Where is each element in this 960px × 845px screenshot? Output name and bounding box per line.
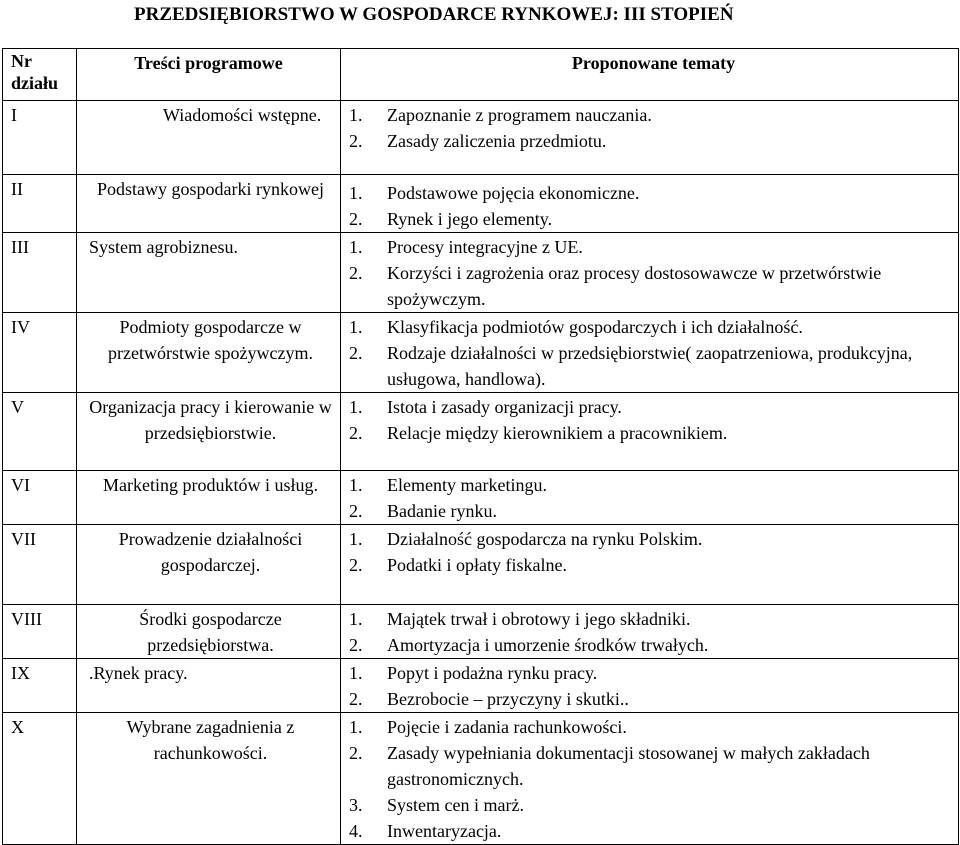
topic-text: Elementy marketingu. bbox=[387, 475, 547, 495]
row-content: Podmioty gospodarcze w przetwórstwie spożywczym. bbox=[77, 313, 341, 393]
topic-text: Relacje między kierownikiem a pracownikiem. bbox=[387, 423, 728, 443]
topics-list bbox=[341, 314, 958, 392]
list-item bbox=[349, 394, 958, 420]
table-row bbox=[3, 525, 959, 605]
row-content: Podstawy gospodarki rynkowej bbox=[77, 175, 341, 233]
row-topics bbox=[341, 659, 959, 713]
row-content: Marketing produktów i usług. bbox=[77, 471, 341, 525]
topic-number: 1. bbox=[349, 717, 363, 737]
list-item bbox=[349, 526, 958, 552]
row-content: .Rynek pracy. bbox=[77, 659, 341, 713]
topic-text: Działalność gospodarcza na rynku Polskim. bbox=[387, 529, 703, 549]
topic-number: 2. bbox=[349, 209, 363, 229]
row-content: Wybrane zagadnienia z rachunkowości. bbox=[77, 713, 341, 845]
topics-list bbox=[341, 176, 958, 232]
list-item bbox=[349, 606, 958, 632]
topic-number: 2. bbox=[349, 635, 363, 655]
document-title: PRZEDSIĘBIORSTWO W GOSPODARCE RYNKOWEJ: III STOPIEŃ bbox=[134, 4, 734, 25]
topics-list bbox=[341, 714, 958, 844]
list-item bbox=[349, 206, 958, 232]
row-nr: IV bbox=[3, 313, 77, 393]
topic-text: Procesy integracyjne z UE. bbox=[387, 237, 583, 257]
list-item bbox=[349, 714, 958, 740]
topic-text: Badanie rynku. bbox=[387, 501, 497, 521]
row-content: Organizacja pracy i kierowanie w przedsiębiorstwie. bbox=[77, 393, 341, 471]
row-content: Prowadzenie działalności gospodarczej. bbox=[77, 525, 341, 605]
header-nr: Nr działu bbox=[3, 49, 77, 101]
topic-text: Podstawowe pojęcia ekonomiczne. bbox=[387, 183, 640, 203]
topics-list bbox=[341, 606, 958, 658]
table-row bbox=[3, 393, 959, 471]
topic-number: 1. bbox=[349, 317, 363, 337]
topic-text: Istota i zasady organizacji pracy. bbox=[387, 397, 622, 417]
row-topics bbox=[341, 605, 959, 659]
topics-list bbox=[341, 660, 958, 712]
row-content: Środki gospodarcze przedsiębiorstwa. bbox=[77, 605, 341, 659]
topic-number: 1. bbox=[349, 475, 363, 495]
curriculum-table bbox=[2, 48, 959, 845]
topics-list bbox=[341, 394, 958, 446]
table-row bbox=[3, 101, 959, 175]
list-item bbox=[349, 472, 958, 498]
row-nr: V bbox=[3, 393, 77, 471]
list-item bbox=[349, 102, 958, 128]
topic-number: 2. bbox=[349, 555, 363, 575]
list-item bbox=[349, 660, 958, 686]
table-row bbox=[3, 713, 959, 845]
topic-number: 2. bbox=[349, 263, 363, 283]
topic-number: 1. bbox=[349, 529, 363, 549]
topic-number: 3. bbox=[349, 795, 363, 815]
topic-number: 2. bbox=[349, 343, 363, 363]
row-topics bbox=[341, 233, 959, 313]
row-nr: X bbox=[3, 713, 77, 845]
list-item bbox=[349, 552, 958, 578]
row-topics bbox=[341, 101, 959, 175]
header-content: Treści programowe bbox=[77, 49, 341, 101]
topic-number: 2. bbox=[349, 423, 363, 443]
list-item bbox=[349, 792, 958, 818]
topic-text: Amortyzacja i umorzenie środków trwałych. bbox=[387, 635, 709, 655]
topics-list bbox=[341, 472, 958, 524]
topic-number: 1. bbox=[349, 105, 363, 125]
list-item bbox=[349, 686, 958, 712]
row-nr: III bbox=[3, 233, 77, 313]
row-nr: VII bbox=[3, 525, 77, 605]
topic-text: Rynek i jego elementy. bbox=[387, 209, 553, 229]
list-item bbox=[349, 128, 958, 154]
topic-text: Inwentaryzacja. bbox=[387, 821, 502, 841]
topic-number: 1. bbox=[349, 609, 363, 629]
row-topics bbox=[341, 393, 959, 471]
row-nr: VIII bbox=[3, 605, 77, 659]
row-nr: II bbox=[3, 175, 77, 233]
topic-text: System cen i marż. bbox=[387, 795, 524, 815]
topic-number: 1. bbox=[349, 397, 363, 417]
row-content: System agrobiznesu. bbox=[77, 233, 341, 313]
topic-text: Majątek trwał i obrotowy i jego składniki. bbox=[387, 609, 691, 629]
list-item bbox=[349, 234, 958, 260]
topics-list bbox=[341, 526, 958, 578]
table-row bbox=[3, 471, 959, 525]
topic-text: Korzyści i zagrożenia oraz procesy dostosowawcze w przetwórstwie spożywczym. bbox=[387, 263, 882, 309]
table-row bbox=[3, 659, 959, 713]
topics-list bbox=[341, 234, 958, 312]
row-nr: VI bbox=[3, 471, 77, 525]
topic-number: 1. bbox=[349, 237, 363, 257]
topic-number: 4. bbox=[349, 821, 363, 841]
list-item bbox=[349, 314, 958, 340]
topic-text: Podatki i opłaty fiskalne. bbox=[387, 555, 567, 575]
topic-number: 2. bbox=[349, 743, 363, 763]
list-item bbox=[349, 632, 958, 658]
topic-number: 1. bbox=[349, 663, 363, 683]
topic-text: Zasady zaliczenia przedmiotu. bbox=[387, 131, 607, 151]
list-item bbox=[349, 260, 958, 312]
topic-text: Zasady wypełniania dokumentacji stosowanej w małych zakładach gastronomicznych. bbox=[387, 743, 870, 789]
table-row bbox=[3, 233, 959, 313]
list-item bbox=[349, 180, 958, 206]
topic-number: 2. bbox=[349, 689, 363, 709]
topic-text: Bezrobocie – przyczyny i skutki.. bbox=[387, 689, 629, 709]
row-topics bbox=[341, 175, 959, 233]
list-item bbox=[349, 340, 958, 392]
topic-number: 2. bbox=[349, 131, 363, 151]
row-topics bbox=[341, 525, 959, 605]
list-item bbox=[349, 818, 958, 844]
table-row bbox=[3, 313, 959, 393]
topic-text: Pojęcie i zadania rachunkowości. bbox=[387, 717, 627, 737]
topic-text: Zapoznanie z programem nauczania. bbox=[387, 105, 652, 125]
row-content: Wiadomości wstępne. bbox=[77, 101, 341, 175]
list-item bbox=[349, 498, 958, 524]
row-nr: IX bbox=[3, 659, 77, 713]
list-item bbox=[349, 420, 958, 446]
topic-text: Popyt i podażna rynku pracy. bbox=[387, 663, 598, 683]
table-row bbox=[3, 605, 959, 659]
topic-text: Rodzaje działalności w przedsiębiorstwie( zaopatrzeniowa, produkcyjna, usługowa, handlowa). bbox=[387, 343, 913, 389]
row-topics bbox=[341, 471, 959, 525]
topics-list bbox=[341, 102, 958, 154]
row-topics bbox=[341, 313, 959, 393]
header-topics: Proponowane tematy bbox=[341, 49, 959, 101]
header-row bbox=[3, 49, 959, 101]
table-row bbox=[3, 175, 959, 233]
list-item bbox=[349, 740, 958, 792]
row-topics bbox=[341, 713, 959, 845]
topic-text: Klasyfikacja podmiotów gospodarczych i ich działalność. bbox=[387, 317, 803, 337]
row-nr: I bbox=[3, 101, 77, 175]
topic-number: 1. bbox=[349, 183, 363, 203]
topic-number: 2. bbox=[349, 501, 363, 521]
table-body bbox=[3, 101, 959, 845]
